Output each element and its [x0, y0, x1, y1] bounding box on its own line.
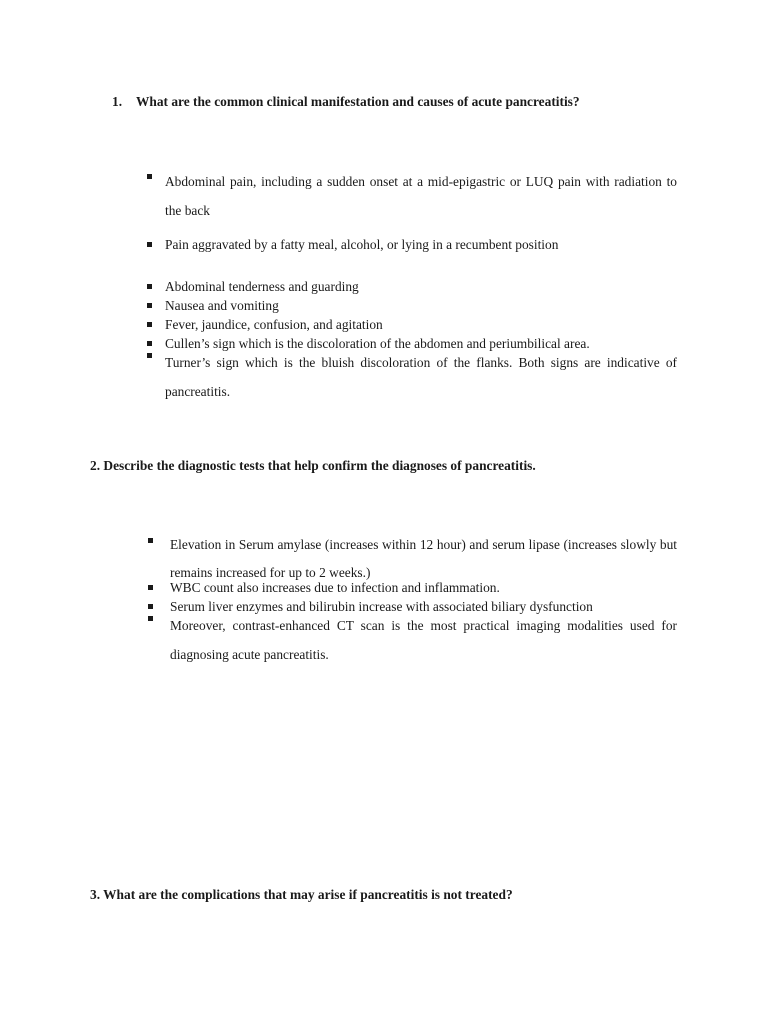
bullet-icon — [148, 538, 153, 543]
list-item-text: Abdominal pain, including a sudden onset at a mid-epigastric or LUQ pain with radiation to the back — [165, 174, 677, 218]
list-item — [165, 167, 677, 225]
bullet-icon — [148, 604, 153, 609]
question-1-number: 1. — [112, 94, 123, 109]
question-3-text: What are the complications that may arise if pancreatitis is not treated? — [103, 887, 513, 902]
list-item-text: Nausea and vomiting — [165, 298, 279, 313]
question-1-text: What are the common clinical manifestation and causes of acute pancreatitis? — [136, 94, 580, 109]
list-item-text: Elevation in Serum amylase (increases within 12 hour) and serum lipase (increases slowly but remains increased for up to 2 weeks.) — [170, 537, 677, 580]
list-item-text: Turner’s sign which is the bluish discoloration of the flanks. Both signs are indicative of pancreatitis. — [165, 355, 677, 399]
list-item — [165, 315, 677, 334]
list-item-text: WBC count also increases due to infection and inflammation. — [170, 580, 500, 595]
list-item — [165, 235, 677, 254]
question-1-answer-list — [165, 167, 677, 406]
question-2-heading — [90, 458, 536, 474]
question-2-answer-list — [170, 531, 677, 669]
list-item-text: Moreover, contrast-enhanced CT scan is the most practical imaging modalities used for diagnosing acute pancreatitis. — [170, 618, 677, 662]
bullet-icon — [147, 303, 152, 308]
bullet-icon — [147, 353, 152, 358]
list-item — [165, 277, 677, 296]
list-item — [165, 296, 677, 315]
bullet-icon — [147, 242, 152, 247]
bullet-icon — [147, 284, 152, 289]
list-item-text: Fever, jaundice, confusion, and agitation — [165, 317, 383, 332]
list-item — [170, 578, 677, 597]
bullet-icon — [147, 341, 152, 346]
question-3-heading — [90, 887, 513, 903]
list-item-text: Abdominal tenderness and guarding — [165, 279, 359, 294]
bullet-icon — [148, 616, 153, 621]
question-2-text: Describe the diagnostic tests that help confirm the diagnoses of pancreatitis. — [103, 458, 536, 473]
list-item-text: Serum liver enzymes and bilirubin increase with associated biliary dysfunction — [170, 599, 593, 614]
list-item-text: Cullen’s sign which is the discoloration of the abdomen and periumbilical area. — [165, 336, 590, 351]
list-item — [170, 611, 677, 669]
question-2-number: 2. — [90, 458, 101, 473]
bullet-icon — [148, 585, 153, 590]
list-item-text: Pain aggravated by a fatty meal, alcohol, or lying in a recumbent position — [165, 237, 559, 252]
bullet-icon — [147, 322, 152, 327]
list-item — [165, 348, 677, 406]
bullet-icon — [147, 174, 152, 179]
question-1-heading — [112, 94, 580, 110]
question-3-number: 3. — [90, 887, 101, 902]
